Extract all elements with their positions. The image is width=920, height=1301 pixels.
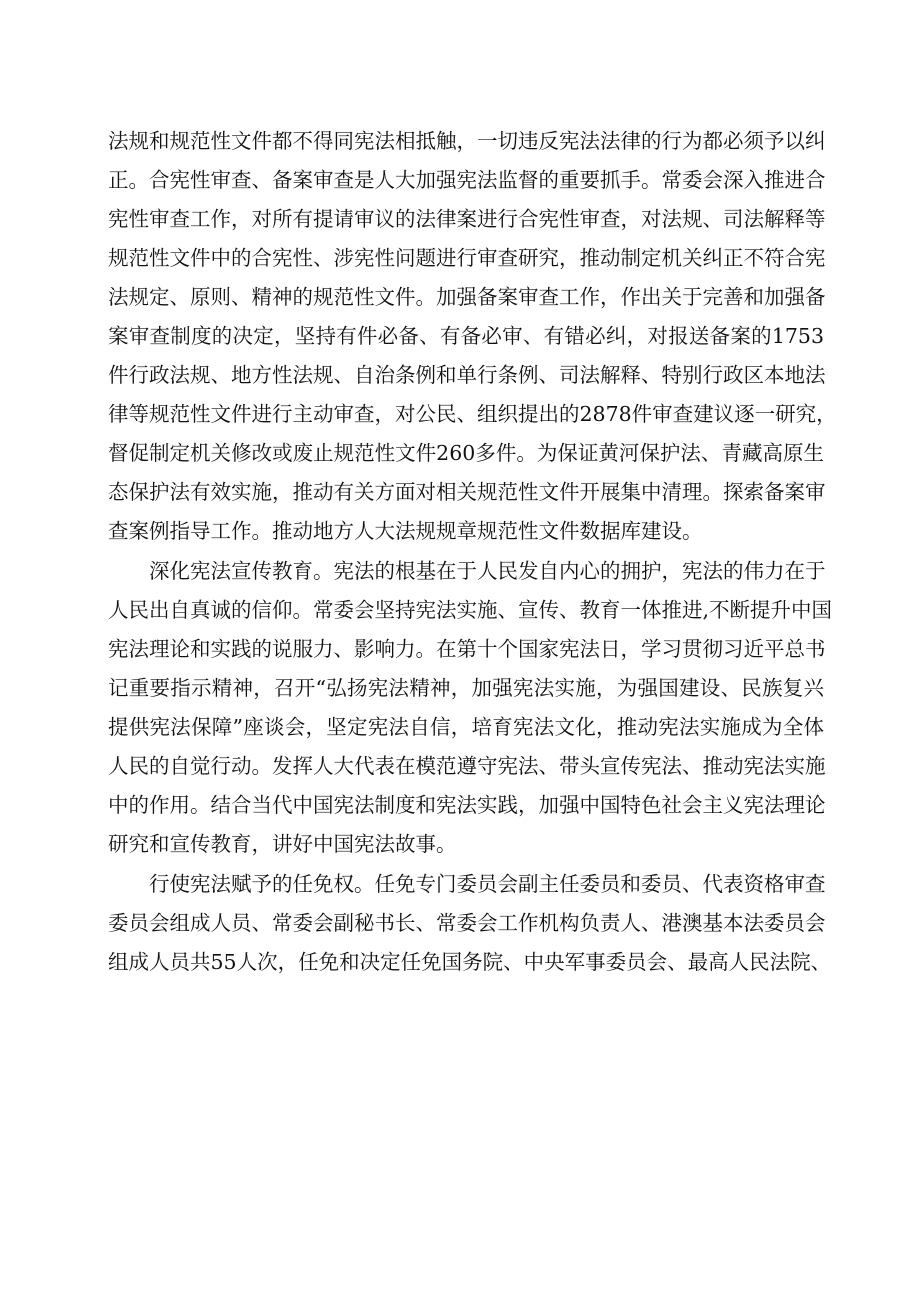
document-page: [108, 122, 837, 982]
text-line: 深化宪法宣传教育。宪法的根基在于人民发自内心的拥护，宪法的伟力在于: [108, 559, 826, 583]
text-line: 人民出自真诚的信仰。常委会坚持宪法实施、宣传、教育一体推进,不断提升中国: [108, 598, 833, 622]
text-line: 律等规范性文件进行主动审查，对公民、组织提出的2878件审查建议逐一研究，: [108, 402, 837, 426]
text-line: 研究和宣传教育，讲好中国宪法故事。: [108, 832, 457, 856]
text-line: 正。合宪性审查、备案审查是人大加强宪法监督的重要抓手。常委会深入推进合: [108, 168, 826, 192]
text-line: 行使宪法赋予的任免权。任免专门委员会副主任委员和委员、代表资格审查: [108, 872, 826, 896]
text-line: 案审查制度的决定，坚持有件必备、有备必审、有错必纠，对报送备案的1753: [108, 324, 824, 348]
text-line: 法规定、原则、精神的规范性文件。加强备案审查工作，作出关于完善和加强备: [108, 285, 826, 309]
text-line: 组成人员共55人次，任免和决定任免国务院、中央军事委员会、最高人民法院、: [108, 950, 832, 974]
text-line: 宪法理论和实践的说服力、影响力。在第十个国家宪法日，学习贯彻习近平总书: [108, 637, 826, 661]
text-line: 提供宪法保障”座谈会，坚定宪法自信，培育宪法文化，推动宪法实施成为全体: [108, 715, 824, 739]
text-line: 规范性文件中的合宪性、涉宪性问题进行审查研究，推动制定机关纠正不符合宪: [108, 246, 826, 270]
text-line: 人民的自觉行动。发挥人大代表在模范遵守宪法、带头宣传宪法、推动宪法实施: [108, 754, 826, 778]
text-line: 督促制定机关修改或废止规范性文件260多件。为保证黄河保护法、青藏高原生: [108, 441, 824, 465]
paragraph-constitution-education: [108, 552, 833, 864]
text-line: 宪性审查工作，对所有提请审议的法律案进行合宪性审查，对法规、司法解释等: [108, 207, 826, 231]
text-line: 查案例指导工作。推动地方人大法规规章规范性文件数据库建设。: [108, 519, 703, 543]
text-line: 态保护法有效实施，推动有关方面对相关规范性文件开展集中清理。探索备案审: [108, 480, 826, 504]
paragraph-filing-review: [108, 122, 837, 551]
text-line: 中的作用。结合当代中国宪法制度和宪法实践，加强中国特色社会主义宪法理论: [108, 793, 826, 817]
text-line: 记重要指示精神，召开“弘扬宪法精神，加强宪法实施，为强国建设、民族复兴: [108, 676, 824, 700]
text-line: 件行政法规、地方性法规、自治条例和单行条例、司法解释、特别行政区本地法: [108, 363, 826, 387]
text-line: 委员会组成人员、常委会副秘书长、常委会工作机构负责人、港澳基本法委员会: [108, 911, 826, 935]
text-line: 法规和规范性文件都不得同宪法相抵触，一切违反宪法法律的行为都必须予以纠: [108, 129, 826, 153]
paragraph-appointment-power: [108, 865, 832, 982]
